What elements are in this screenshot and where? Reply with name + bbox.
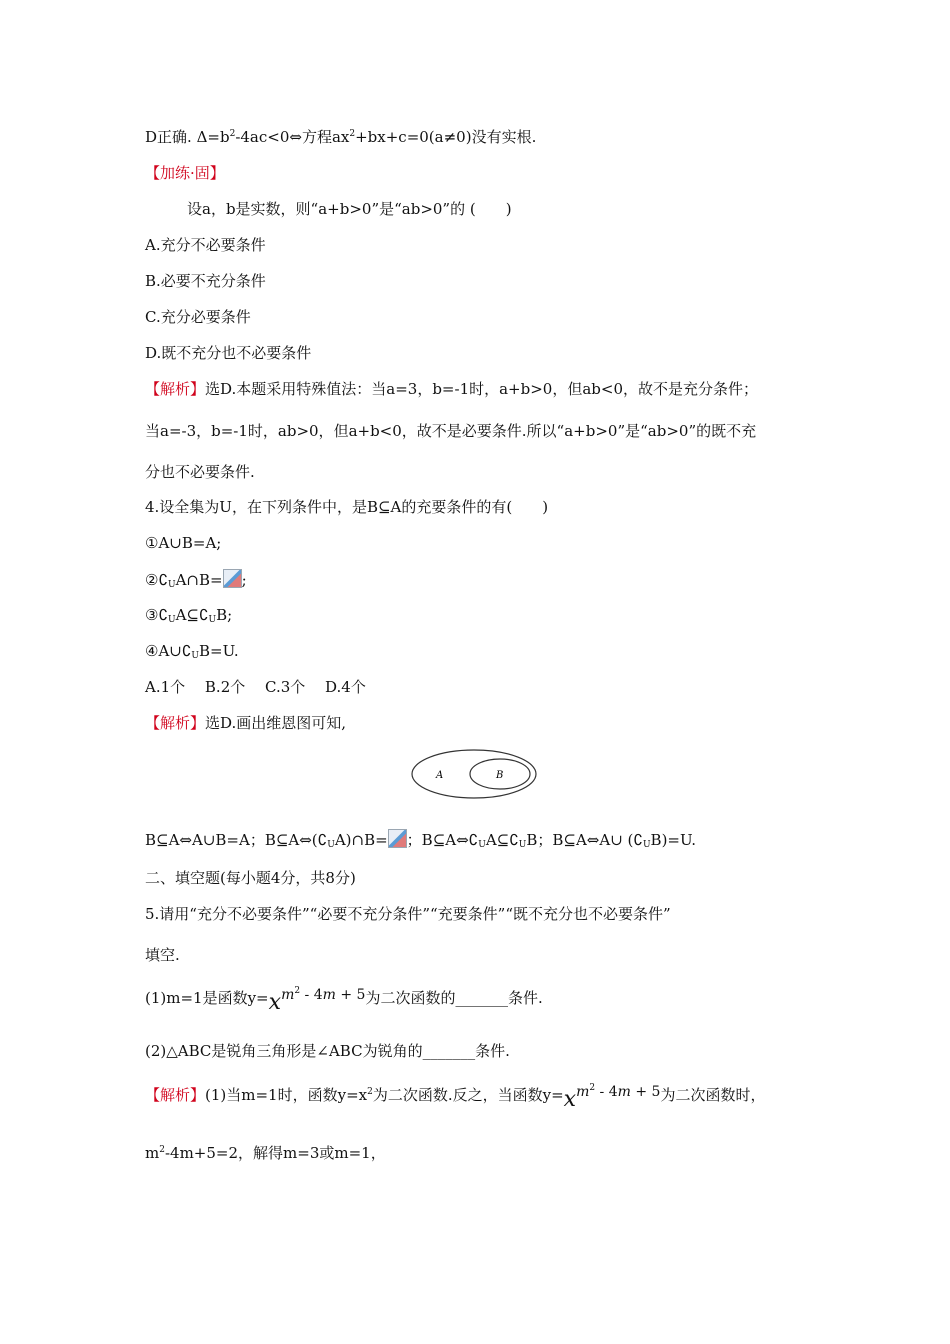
math-exponent [576, 1084, 660, 1100]
practice-tag: 【加练·固】 [145, 164, 225, 182]
math-var: x [563, 1087, 577, 1112]
text: + 5 [630, 1084, 661, 1100]
question-4: 4.设全集为U，在下列条件中，是B⊆A的充要条件的有( ) [145, 498, 549, 516]
solution-1-line-1 [145, 379, 758, 399]
condition-4 [145, 641, 239, 661]
subscript: U [168, 615, 176, 625]
text: +bx+c=0(a≠0)没有实根. [355, 128, 537, 146]
question-4-options: A.1个 B.2个 C.3个 D.4个 [145, 678, 366, 696]
text: 为二次函数的_______条件. [365, 989, 543, 1007]
text: 为二次函数.反之，当函数y= [372, 1086, 564, 1104]
math-var: m [576, 1084, 590, 1100]
question-5-part-1 [145, 985, 543, 1013]
text: ②∁ [145, 571, 168, 589]
analysis-tag: 【解析】 [145, 380, 206, 398]
question-5-part-2: (2)△ABC是锐角三角形是∠ABC为锐角的_______条件. [145, 1042, 510, 1060]
text: (1)当m=1时，函数y=x [205, 1086, 368, 1104]
solution-1-line-3: 分也不必要条件. [145, 463, 255, 481]
text: 为二次函数时， [660, 1086, 766, 1104]
superscript: 2 [589, 1083, 596, 1093]
empty-set-image-icon [223, 569, 242, 588]
option-b: B.必要不充分条件 [145, 272, 266, 290]
math-exponent [281, 987, 365, 1003]
text: B；B⊆A⇔A∪ (∁ [526, 831, 643, 849]
option-a: A.充分不必要条件 [145, 236, 266, 254]
superscript: 2 [229, 129, 236, 139]
text: + 5 [335, 987, 366, 1003]
subscript: U [191, 651, 199, 661]
text: -4ac<0⇔方程ax [235, 128, 350, 146]
text: ；B⊆A⇔∁ [406, 831, 479, 849]
text: A)∩B= [334, 831, 388, 849]
subscript: U [478, 840, 486, 850]
text: - 4 [300, 987, 323, 1003]
text: B=U. [199, 642, 239, 660]
math-expression [563, 1083, 661, 1112]
empty-set-image-icon [388, 829, 407, 848]
solution-5-line-1 [145, 1082, 765, 1110]
superscript: 2 [159, 1145, 165, 1155]
subscript: U [168, 580, 176, 590]
solution-5-line-2 [145, 1143, 386, 1163]
superscript: 2 [349, 129, 356, 139]
text: A⊆∁ [485, 831, 519, 849]
condition-2 [145, 569, 247, 590]
text: - 4 [595, 1084, 618, 1100]
math-var: m [617, 1084, 631, 1100]
math-var: m [281, 987, 295, 1003]
text: B)=U. [650, 831, 697, 849]
text: A∩B= [175, 571, 223, 589]
option-d: D.既不充分也不必要条件 [145, 344, 312, 362]
analysis-tag: 【解析】 [145, 714, 206, 732]
text: 选D.本题采用特殊值法：当a=3，b=-1时，a+b>0，但ab<0，故不是充分条件； [205, 380, 758, 398]
text: ④A∪∁ [145, 642, 192, 660]
venn-diagram [410, 748, 540, 800]
text: ; [241, 571, 247, 589]
option-c: C.充分必要条件 [145, 308, 251, 326]
subscript: U [208, 615, 217, 625]
set-a-ellipse [412, 750, 536, 798]
text: B⊆A⇔A∪B=A；B⊆A⇔(∁ [145, 831, 328, 849]
text: (1)m=1是函数y= [145, 989, 269, 1007]
analysis-tag: 【解析】 [145, 1086, 206, 1104]
text: m [145, 1144, 160, 1162]
text: B; [216, 606, 233, 624]
section-2-heading: 二、填空题(每小题4分，共8分) [145, 869, 356, 887]
subscript: U [642, 840, 651, 850]
condition-3 [145, 605, 232, 625]
condition-1: ①A∪B=A; [145, 534, 222, 552]
text: D正确. Δ=b [145, 128, 230, 146]
solution-1-line-2: 当a=-3，b=-1时，ab>0，但a+b<0，故不是必要条件.所以“a+b>0”是“ab>0”的既不充 [145, 422, 757, 440]
solution-4 [145, 713, 346, 733]
text: -4m+5=2，解得m=3或m=1， [164, 1144, 386, 1162]
text: 选D.画出维恩图可知, [205, 714, 347, 732]
solution-4-equivalences [145, 829, 696, 850]
venn-label-a: A [436, 770, 444, 781]
subscript: U [327, 840, 335, 850]
text: A⊆∁ [175, 606, 209, 624]
math-var: m [322, 987, 336, 1003]
venn-label-b: B [496, 770, 504, 781]
question-5-line-2: 填空. [145, 946, 180, 964]
math-var: x [268, 990, 282, 1015]
question-5-line-1: 5.请用“充分不必要条件”“必要不充分条件”“充要条件”“既不充分也不必要条件” [145, 905, 671, 923]
line-d-correct [145, 127, 536, 147]
superscript: 2 [367, 1087, 373, 1097]
text: ③∁ [145, 606, 168, 624]
question-stem: 设a，b是实数，则“a+b>0”是“ab>0”的 ( ) [187, 200, 512, 218]
superscript: 2 [294, 986, 301, 996]
subscript: U [518, 840, 527, 850]
math-expression [268, 986, 366, 1015]
